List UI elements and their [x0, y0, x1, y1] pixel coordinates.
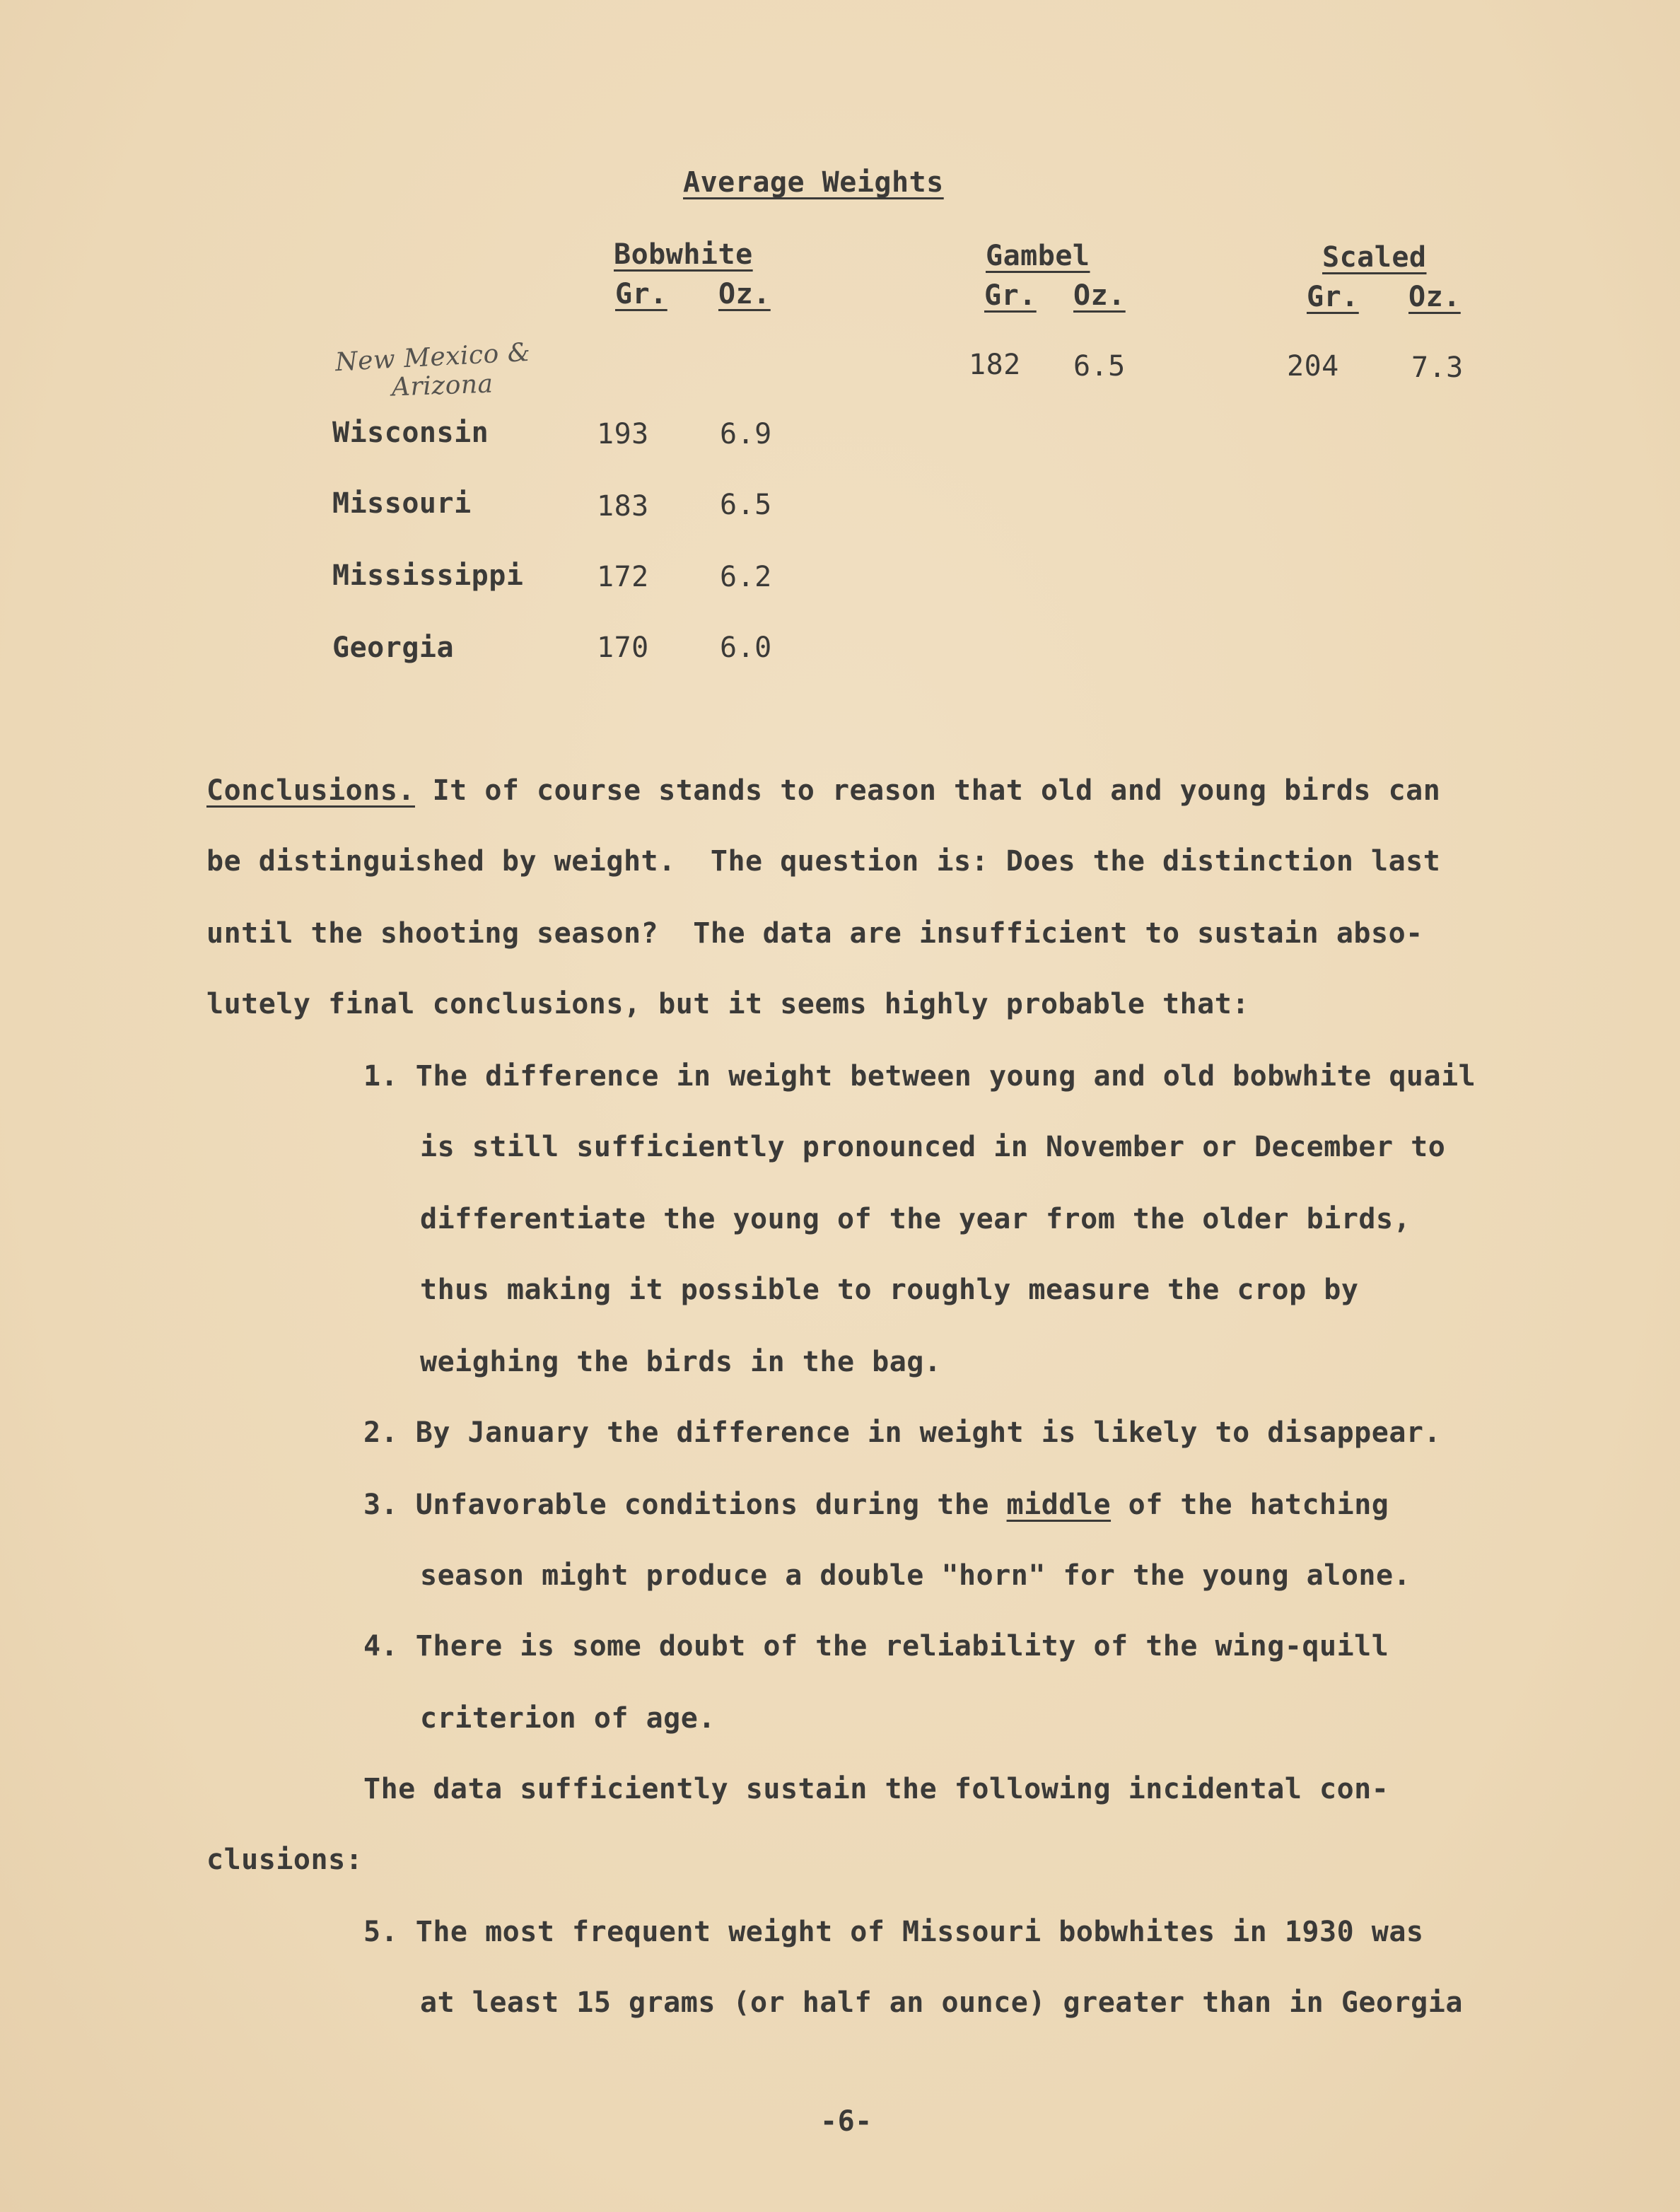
- row-oz: 6.9: [720, 418, 772, 450]
- conclusions-text: It of course stands to reason that old and young birds can: [414, 774, 1441, 807]
- row-state: Mississippi: [332, 559, 524, 592]
- handwritten-label-line2: Arizona: [391, 369, 494, 402]
- item5-line1: 5. The most frequent weight of Missouri bobwhites in 1930 was: [363, 1916, 1424, 1948]
- item1-line1: 1. The difference in weight between young and old bobwhite quail: [363, 1060, 1476, 1093]
- scaled-gr-value: 204: [1287, 350, 1339, 383]
- conclusions-line4: lutely final conclusions, but it seems highly probable that:: [206, 988, 1249, 1020]
- incidental-line1: The data sufficiently sustain the following incidental con-: [363, 1773, 1389, 1805]
- gambel-oz-value: 6.5: [1073, 350, 1126, 383]
- item3-text-post: of the hatching: [1111, 1489, 1389, 1521]
- item2-line1: 2. By January the difference in weight is likely to disappear.: [363, 1416, 1442, 1449]
- table-title: Average Weights: [683, 166, 944, 199]
- item4-line1: 4. There is some doubt of the reliability of the wing-quill: [363, 1630, 1389, 1663]
- row-oz: 6.2: [720, 561, 772, 593]
- column-header-bobwhite: Bobwhite: [614, 238, 753, 271]
- row-gr: 193: [597, 418, 649, 450]
- item3-text-pre: 3. Unfavorable conditions during the: [363, 1489, 1007, 1521]
- item1-line5: weighing the birds in the bag.: [420, 1346, 942, 1378]
- scaled-oz-value: 7.3: [1411, 351, 1464, 384]
- subheader-bobwhite-oz: Oz.: [718, 278, 771, 310]
- conclusions-line3: until the shooting season? The data are insufficient to sustain abso-: [206, 917, 1423, 950]
- subheader-gambel-oz: Oz.: [1073, 279, 1126, 312]
- column-header-gambel: Gambel: [986, 240, 1090, 272]
- incidental-line2: clusions:: [206, 1844, 363, 1876]
- page-number: -6-: [820, 2105, 873, 2138]
- conclusions-line2: be distinguished by weight. The question is: Does the distinction last: [206, 845, 1441, 878]
- conclusions-line1: [206, 774, 1440, 808]
- subheader-scaled-oz: Oz.: [1408, 281, 1461, 313]
- item3-line2: season might produce a double "horn" for the young alone.: [420, 1559, 1411, 1592]
- row-gr: 172: [597, 561, 649, 593]
- gambel-gr-value: 182: [969, 349, 1021, 381]
- conclusions-heading: Conclusions.: [206, 774, 415, 807]
- item3-line1: [363, 1488, 1389, 1522]
- column-header-scaled: Scaled: [1322, 241, 1427, 274]
- item1-line3: differentiate the young of the year from the older birds,: [420, 1203, 1411, 1235]
- row-state: Georgia: [332, 631, 455, 664]
- item1-line4: thus making it possible to roughly measure the crop by: [420, 1274, 1359, 1306]
- subheader-bobwhite-gr: Gr.: [615, 278, 667, 310]
- item5-line2: at least 15 grams (or half an ounce) greater than in Georgia: [420, 1986, 1463, 2019]
- subheader-scaled-gr: Gr.: [1307, 281, 1359, 313]
- subheader-gambel-gr: Gr.: [984, 279, 1037, 312]
- row-state: Missouri: [332, 487, 472, 520]
- row-state: Wisconsin: [332, 417, 489, 449]
- row-gr: 170: [597, 631, 649, 664]
- item1-line2: is still sufficiently pronounced in November or December to: [420, 1131, 1446, 1163]
- row-oz: 6.5: [720, 489, 772, 521]
- row-oz: 6.0: [720, 631, 772, 664]
- handwritten-label-line1: New Mexico &: [334, 337, 532, 378]
- item3-underlined-word: middle: [1006, 1489, 1112, 1521]
- row-gr: 183: [597, 490, 649, 523]
- item4-line2: criterion of age.: [420, 1702, 716, 1735]
